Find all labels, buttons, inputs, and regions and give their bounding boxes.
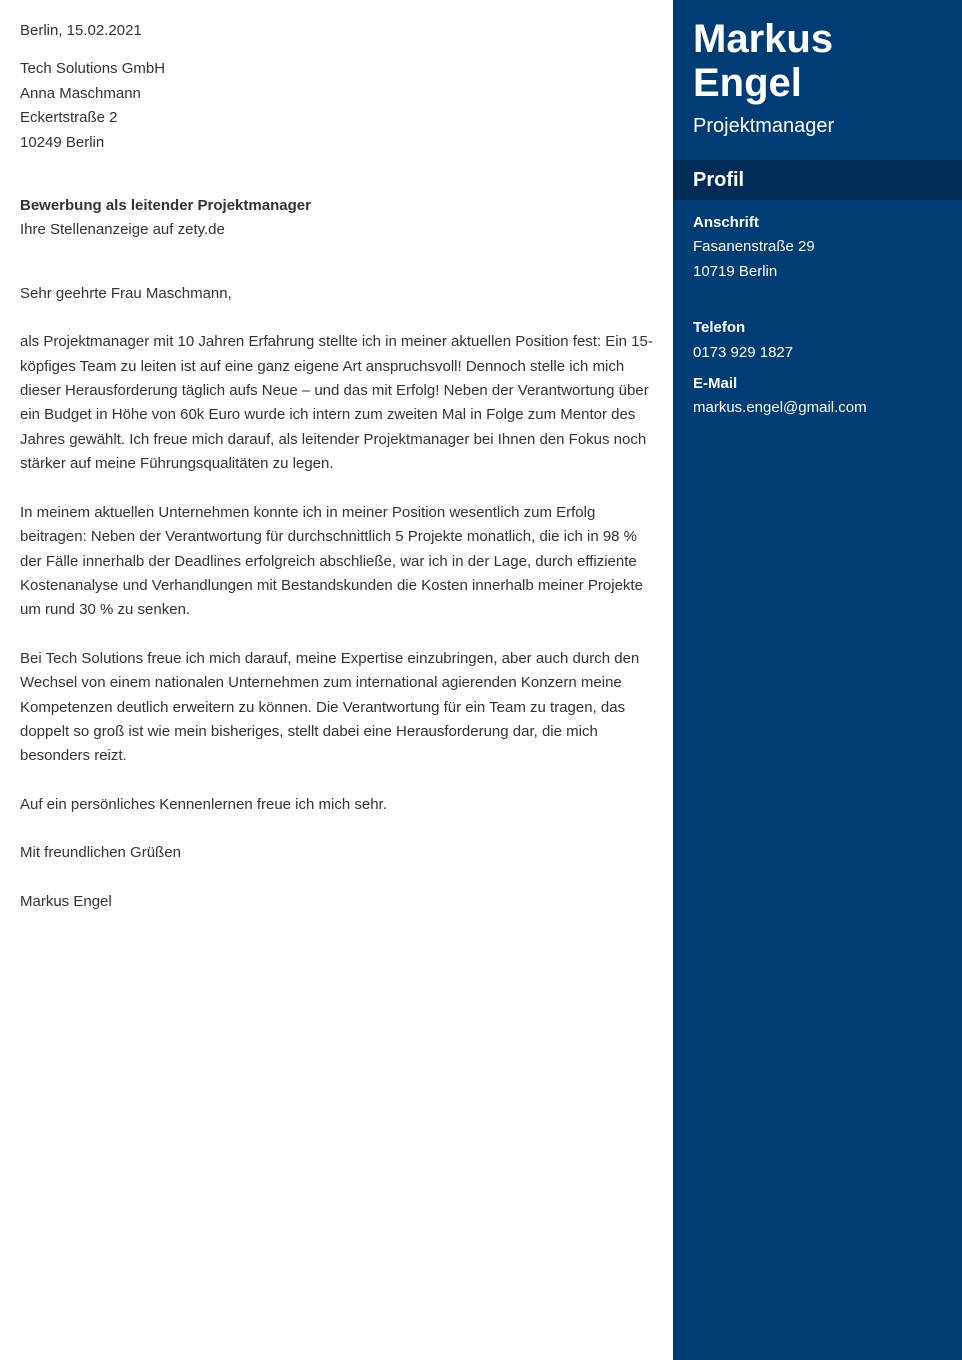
letter-greeting: Mit freundlichen Grüßen <box>20 844 181 862</box>
address-city: 10719 Berlin <box>693 262 778 280</box>
email-address: markus.engel@gmail.com <box>693 399 867 417</box>
recipient-contact: Anna Maschmann <box>20 84 141 102</box>
contact-details <box>693 211 948 421</box>
phone-number: 0173 929 1827 <box>693 343 794 361</box>
recipient-company: Tech Solutions GmbH <box>20 60 166 78</box>
profile-section-title: Profil <box>693 169 745 191</box>
applicant-last-name: Engel <box>693 61 802 105</box>
applicant-first-name: Markus <box>693 17 834 61</box>
applicant-name <box>673 0 962 105</box>
address-street: Fasanenstraße 29 <box>693 238 815 256</box>
phone-block <box>693 316 948 365</box>
letter-closing-line: Auf ein persönliches Kennenlernen freue ich mich sehr. <box>20 795 387 813</box>
letter-reference: Ihre Stellenanzeige auf zety.de <box>20 221 225 239</box>
address-block <box>693 211 948 284</box>
profile-sidebar <box>673 0 962 1360</box>
email-block <box>693 372 948 421</box>
recipient-address <box>20 57 653 155</box>
letter-paragraph: In meinem aktuellen Unternehmen konnte ich in meiner Position wesentlich zum Erfolg beitragen: Neben der Verantwortung für durchschnittlich 5 Projekte monatlich, die ich in 98 % der Fälle innerhalb der Deadlines erfolgreich abschließe, war ich in der Lage, durch effiziente Kostenanalyse und Verhandlungen mit Bestandskunden die Kosten innerhalb meiner Projekte um rund 30 % zu senken. <box>20 503 643 619</box>
phone-label: Telefon <box>693 319 746 337</box>
letter-date: Berlin, 15.02.2021 <box>20 22 142 39</box>
recipient-city: 10249 Berlin <box>20 133 105 151</box>
letter-salutation: Sehr geehrte Frau Maschmann, <box>20 284 232 302</box>
letter-subject: Bewerbung als leitender Projektmanager <box>20 197 311 215</box>
profile-section-header <box>673 160 962 200</box>
letter-paragraph: als Projektmanager mit 10 Jahren Erfahrung stellte ich in meiner aktuellen Position fest: Ein 15-köpfiges Team zu leiten ist auf eine ganz eigene Art anspruchsvoll! Dennoch stelle ich mich dieser Herausforderung täglich aufs Neue – und das mit Erfolg! Neben der Verantwortung über ein Budget in Höhe von 60k Euro wurde ich intern zum zweiten Mal in Folge zum Mentor des Jahres gewählt. Ich freue mich darauf, als leitender Projektmanager bei Ihnen den Fokus noch stärker auf meine Führungsqualitäten zu legen. <box>20 333 653 473</box>
email-label: E-Mail <box>693 375 738 393</box>
address-label: Anschrift <box>693 214 759 231</box>
applicant-job-title: Projektmanager <box>693 115 835 137</box>
letter-paragraph: Bei Tech Solutions freue ich mich darauf, meine Expertise einzubringen, aber auch durch den Wechsel von einem nationalen Unternehmen zum international agierenden Konzern meine Kompetenzen deutlich erweitern zu können. Die Verantwortung für ein Team zu tragen, das doppelt so groß ist wie mein bisheriges, stellt dabei eine Herausforderung dar, die mich besonders reizt. <box>20 649 640 765</box>
letter-signature: Markus Engel <box>20 892 112 910</box>
subject-block <box>20 194 653 243</box>
recipient-street: Eckertstraße 2 <box>20 109 118 127</box>
